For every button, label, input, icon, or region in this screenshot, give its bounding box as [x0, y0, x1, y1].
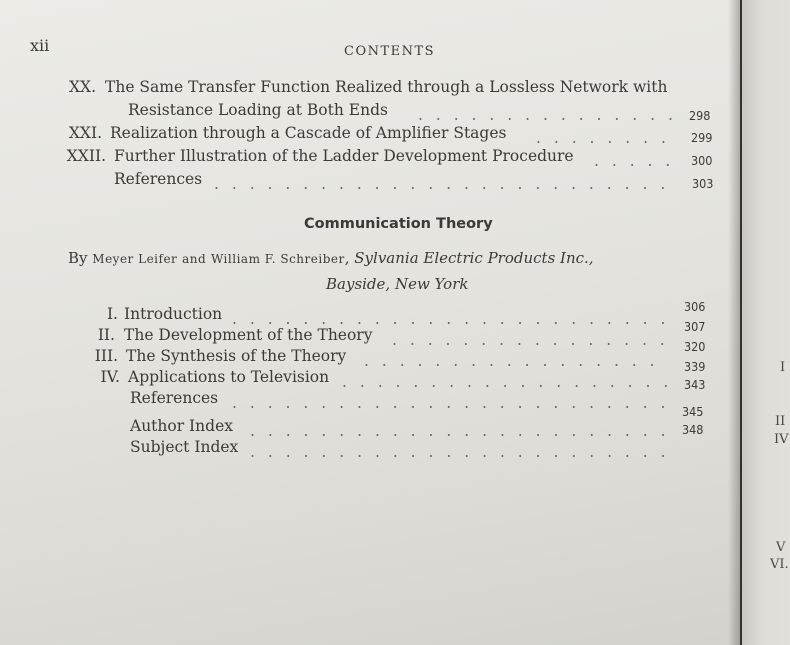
dot-leader: . . . . . [594, 152, 675, 166]
adjacent-page-text: II [775, 414, 786, 429]
toc-page-number: 300 [691, 153, 713, 168]
adjacent-page-text: VI. [770, 557, 789, 572]
toc-entry-title: Applications to Television [128, 368, 330, 386]
adjacent-page-text: IV [774, 432, 789, 447]
byline-by: By [68, 249, 88, 267]
toc-page-number: 306 [684, 299, 706, 314]
toc-entry-number: XXI. [68, 124, 102, 142]
toc-entry-title: References [114, 170, 203, 188]
toc-entry-number: II. [97, 326, 115, 344]
toc-entry-title: Further Illustration of the Ladder Development Procedure [114, 147, 574, 165]
toc-entry-title: Introduction [124, 305, 223, 323]
toc-entry-number: IV. [100, 368, 120, 386]
location: Bayside, New York [326, 275, 469, 293]
toc-entry-title: Subject Index [130, 438, 239, 456]
toc-entry-title: Author Index [130, 417, 233, 435]
toc-entry-title: References [130, 389, 219, 407]
toc-entry-title: Realization through a Cascade of Amplifier Stages [110, 124, 507, 142]
dot-leader: . . . . . . . . . . . . . . . . . . . [342, 373, 673, 387]
toc-page-number: 339 [684, 359, 706, 374]
toc-entry-number: III. [94, 347, 118, 365]
dot-leader: . . . . . . . . . . . . . . . . . . . . . . . . . [232, 310, 670, 324]
adjacent-page-text: I [780, 360, 786, 375]
byline: By Meyer Leifer and William F. Schreiber, Sylvania Electric Products Inc., [68, 249, 594, 267]
toc-entry-title: The Development of the Theory [124, 326, 373, 344]
toc-entry-title: The Synthesis of the Theory [126, 347, 347, 365]
dot-leader: . . . . . . . . . . . . . . . . [392, 331, 669, 345]
dot-leader: . . . . . . . . . . . . . . . . . . . . . . . . . [232, 394, 670, 408]
toc-page-number: 303 [692, 176, 714, 191]
toc-page-number: 345 [682, 404, 704, 419]
toc-entry-title-cont: Resistance Loading at Both Ends [128, 101, 388, 119]
dot-leader: . . . . . . . . . . . . . . . . . [364, 352, 659, 366]
adjacent-page-text: V [776, 540, 786, 555]
toc-page-number: 307 [684, 319, 706, 334]
author-name: Meyer Leifer [92, 252, 178, 266]
toc-page-number: 348 [682, 422, 704, 437]
toc-page-number: 343 [684, 377, 706, 392]
running-head: CONTENTS [344, 44, 436, 59]
affiliation: Sylvania Electric Products Inc., [354, 249, 594, 267]
dot-leader: . . . . . . . . . . . . . . . [418, 106, 677, 120]
toc-page-number: 299 [691, 130, 713, 145]
byline-and: and [182, 252, 207, 266]
toc-page-number: 298 [689, 108, 711, 123]
dot-leader: . . . . . . . . . . . . . . . . . . . . . . . . [250, 422, 670, 436]
dot-leader: . . . . . . . . . . . . . . . . . . . . . . . . . . [214, 175, 670, 189]
dot-leader: . . . . . . . . [536, 129, 670, 143]
toc-page-number: 320 [684, 339, 706, 354]
toc-entry-number: XXII. [66, 147, 106, 165]
toc-entry-title: The Same Transfer Function Realized through a Lossless Network with [105, 78, 668, 96]
author-name: William F. Schreiber [210, 252, 345, 266]
section-title: Communication Theory [304, 216, 493, 232]
page-number: xii [30, 36, 50, 55]
toc-entry-number: I. [106, 305, 118, 323]
dot-leader: . . . . . . . . . . . . . . . . . . . . . . . . [250, 443, 670, 457]
toc-entry-number: XX. [69, 78, 96, 96]
page-gutter-shadow [728, 0, 742, 645]
